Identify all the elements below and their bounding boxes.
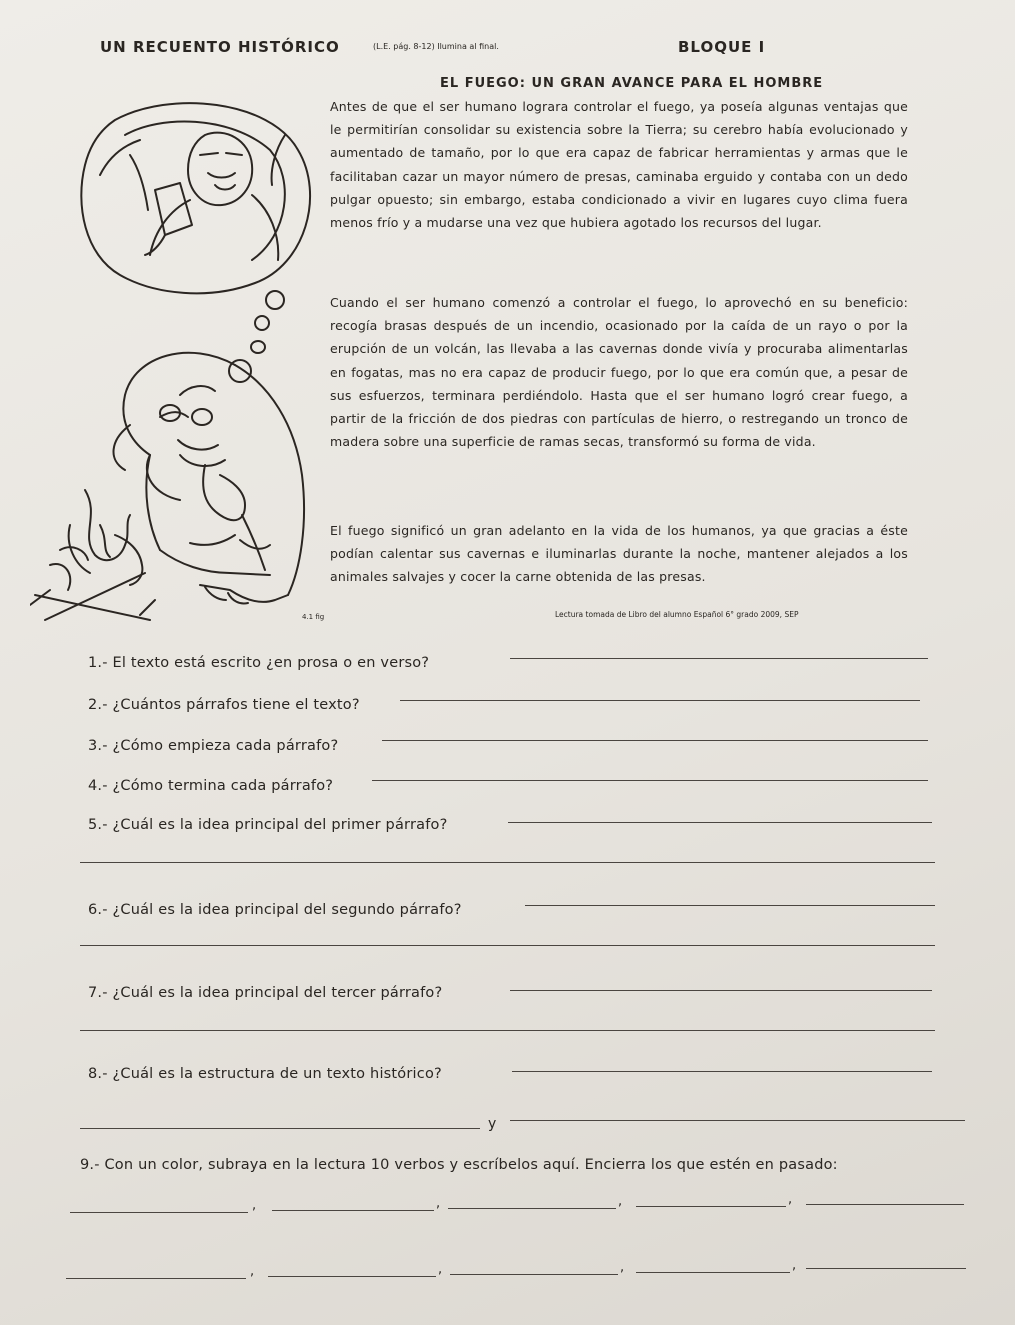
verb-line-5[interactable] bbox=[806, 1204, 964, 1205]
question-9: 9.- Con un color, subraya en la lectura 10 verbos y escríbelos aquí. Encierra los que estén en pasado: bbox=[80, 1157, 838, 1173]
verb-line-10[interactable] bbox=[806, 1268, 966, 1269]
verb-line-4[interactable] bbox=[636, 1206, 786, 1207]
reading-title: EL FUEGO: UN GRAN AVANCE PARA EL HOMBRE bbox=[440, 76, 824, 91]
answer-line-7a[interactable] bbox=[510, 990, 932, 991]
answer-line-7b[interactable] bbox=[80, 1030, 935, 1031]
answer-line-3[interactable] bbox=[382, 740, 928, 741]
answer-line-4[interactable] bbox=[372, 780, 928, 781]
paragraph-2: Cuando el ser humano comenzó a controlar el fuego, lo aprovechó en su beneficio: recogía brasas después de un incendio, ocasionado por la caída de un rayo o por la erupción de un volcán, las llevaba a las cavernas donde vivía y procuraba alimentarlas en fogatas, mas no era capaz de producir fuego, por lo que era común que, a pesar de sus esfuerzos, terminara perdiéndolo. Hasta que el ser humano logró crear fuego, a partir de la fricción de dos piedras con partículas de hierro, o restregando un tronco de madera sobre una superficie de ramas secas, transformó su forma de vida. bbox=[330, 295, 908, 450]
answer-line-6a[interactable] bbox=[525, 905, 935, 906]
question-8: 8.- ¿Cuál es la estructura de un texto histórico? bbox=[88, 1066, 442, 1082]
answer-line-1[interactable] bbox=[510, 658, 928, 659]
verb-separator: , bbox=[250, 1264, 255, 1279]
answer-line-5a[interactable] bbox=[508, 822, 932, 823]
verb-separator: , bbox=[438, 1262, 443, 1277]
answer-line-2[interactable] bbox=[400, 700, 920, 701]
question-3: 3.- ¿Cómo empieza cada párrafo? bbox=[88, 738, 339, 754]
question-4: 4.- ¿Cómo termina cada párrafo? bbox=[88, 778, 334, 794]
paragraph-1: Antes de que el ser humano lograra controlar el fuego, ya poseía algunas ventajas que le permitirían consolidar su existencia sobre la Tierra; su cerebro había evolucionado y aumentado de tamaño, por lo que era capaz de fabricar herramientas y armas que le facilitaban cazar un mayor número de presas, caminaba erguido y contaba con un dedo pulgar opuesto; sin embargo, estaba condicionado a vivir en lugares cuyo clima fuera menos frío y a mudarse una vez que hubiera agotado los recursos del lugar. bbox=[330, 99, 908, 231]
question-7: 7.- ¿Cuál es la idea principal del tercer párrafo? bbox=[88, 985, 443, 1001]
verb-line-7[interactable] bbox=[268, 1276, 436, 1277]
question-1: 1.- El texto está escrito ¿en prosa o en verso? bbox=[88, 655, 430, 671]
answer-line-5b[interactable] bbox=[80, 862, 935, 863]
question-5: 5.- ¿Cuál es la idea principal del primer párrafo? bbox=[88, 817, 448, 833]
question-2: 2.- ¿Cuántos párrafos tiene el texto? bbox=[88, 697, 360, 713]
question-6: 6.- ¿Cuál es la idea principal del segundo párrafo? bbox=[88, 902, 462, 918]
conjunction-y: y bbox=[488, 1116, 497, 1132]
answer-line-8c[interactable] bbox=[510, 1120, 965, 1121]
block-label: BLOQUE I bbox=[678, 38, 766, 56]
worksheet-title: UN RECUENTO HISTÓRICO bbox=[100, 38, 340, 56]
reading-source: Lectura tomada de Libro del alumno Español 6° grado 2009, SEP bbox=[555, 610, 799, 619]
caveman-illustration bbox=[30, 95, 330, 625]
figure-label: 4.1 fig bbox=[302, 613, 325, 621]
verb-separator: , bbox=[252, 1198, 257, 1213]
verb-separator: , bbox=[620, 1260, 625, 1275]
verb-separator: , bbox=[792, 1258, 797, 1273]
verb-separator: , bbox=[788, 1192, 793, 1207]
verb-line-8[interactable] bbox=[450, 1274, 618, 1275]
verb-line-2[interactable] bbox=[272, 1210, 434, 1211]
verb-separator: , bbox=[436, 1196, 441, 1211]
answer-line-6b[interactable] bbox=[80, 945, 935, 946]
verb-line-9[interactable] bbox=[636, 1272, 790, 1273]
verb-separator: , bbox=[618, 1194, 623, 1209]
answer-line-8b[interactable] bbox=[80, 1128, 480, 1129]
paragraph-3: El fuego significó un gran adelanto en la vida de los humanos, ya que gracias a éste podían calentar sus cavernas e iluminarlas durante la noche, mantener alejados a los animales salvajes y cocer la carne obtenida de las presas. bbox=[330, 523, 908, 585]
verb-line-3[interactable] bbox=[448, 1208, 616, 1209]
verb-line-1[interactable] bbox=[70, 1212, 248, 1213]
book-reference: (L.E. pág. 8-12) Ilumina al final. bbox=[373, 42, 499, 51]
answer-line-8a[interactable] bbox=[512, 1071, 932, 1072]
verb-line-6[interactable] bbox=[66, 1278, 246, 1279]
